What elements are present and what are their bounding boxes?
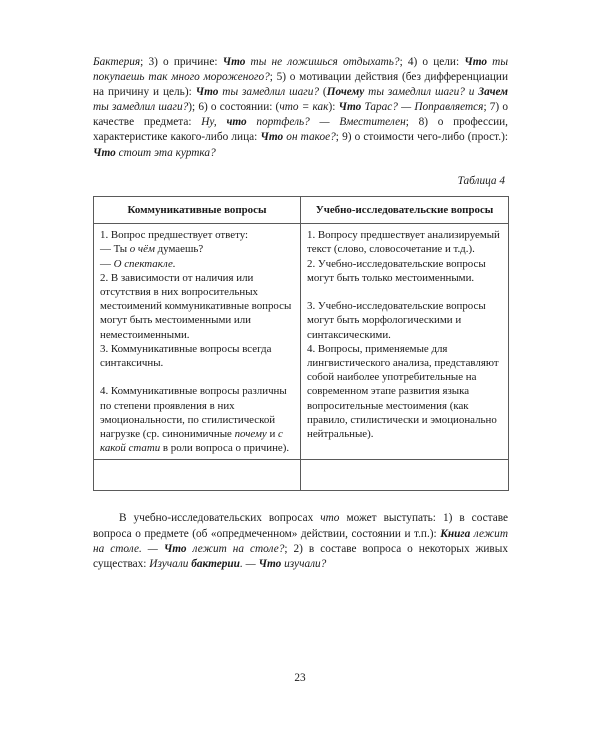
- table-cell-research-list: [301, 224, 509, 460]
- table-row-empty: [94, 460, 509, 491]
- table-cell-item: 2. В зависимости от наличия или отсутствия в них вопросительных местоимений коммуникативные вопросы могут быть местоименными или неместоименными.: [100, 271, 292, 341]
- table-cell-item: 4. Коммуникативные вопросы различны по степени проявления в них эмоциональности, по стилистической нагрузке (ср. синонимичные почему и с какой стати в роли вопроса о причине).: [100, 385, 290, 455]
- comparison-table: [93, 196, 509, 492]
- table-cell-empty-right: [301, 460, 509, 491]
- after-table-spacer: [93, 491, 508, 571]
- page-content: [93, 55, 508, 572]
- table-cell-empty-left: [94, 460, 301, 491]
- top-paragraph: Бактерия; 3) о причине: Что ты не ложишься отдыхать?; 4) о цели: Что ты покупаешь так много мороженого?; 5) о мотивации действия (без дифференциации на причину и цель): Что ты замедлил шаги? (Почему ты замедлил шаги? и Зачем ты замедлил шаги?); 6) о состоянии: (что = как): Что Тарас? — Поправляется; 7) о качестве предмета: Ну, что портфель? — Вместителен; 8) о профессии, характеристике какого-либо лица: Что он такое?; 9) о стоимости чего-либо (прост.): Что стоит эта куртка?: [93, 56, 509, 159]
- table-caption: Таблица 4: [457, 174, 505, 187]
- table-cell-item: 1. Вопросу предшествует анализируемый текст (слово, словосочетание и т.д.).: [307, 229, 500, 256]
- table-row: [94, 224, 509, 460]
- table-header-research: Учебно-исследовательские вопросы: [301, 196, 509, 224]
- table-cell-communicative-list: [94, 224, 301, 460]
- table-cell-item: 3. Коммуникативные вопросы всегда синтаксичны.: [100, 342, 272, 370]
- table-header-row: [94, 196, 509, 224]
- page-number: 23: [294, 672, 306, 684]
- bottom-paragraph: В учебно-исследовательских вопросах что может выступать: 1) в составе вопроса о предмете (об «опредмеченном» действии, состоянии и т.п.): Книга лежит на столе. — Что лежит на столе?; 2) в составе вопроса о некоторых живых существах: Изучали бактерии. — Что изучали?: [93, 512, 509, 570]
- table-header-communicative: Коммуникативные вопросы: [94, 196, 301, 224]
- table-cell-item: 4. Вопросы, применяемые для лингвистического анализа, представляют собой наиболее употребительные на современном этапе развития языка вопросительные местоимения (как правило, стилистически и эмоционально нейтральные).: [307, 342, 499, 441]
- table-cell-item: 3. Учебно-исследовательские вопросы могут быть морфологическими и синтаксическими.: [307, 300, 486, 341]
- table-cell-item: 2. Учебно-исследовательские вопросы могут быть только местоименными.: [307, 257, 486, 284]
- table-cell-item: 1. Вопрос предшествует ответу: — Ты о чём думаешь? — О спектакле.: [100, 229, 249, 270]
